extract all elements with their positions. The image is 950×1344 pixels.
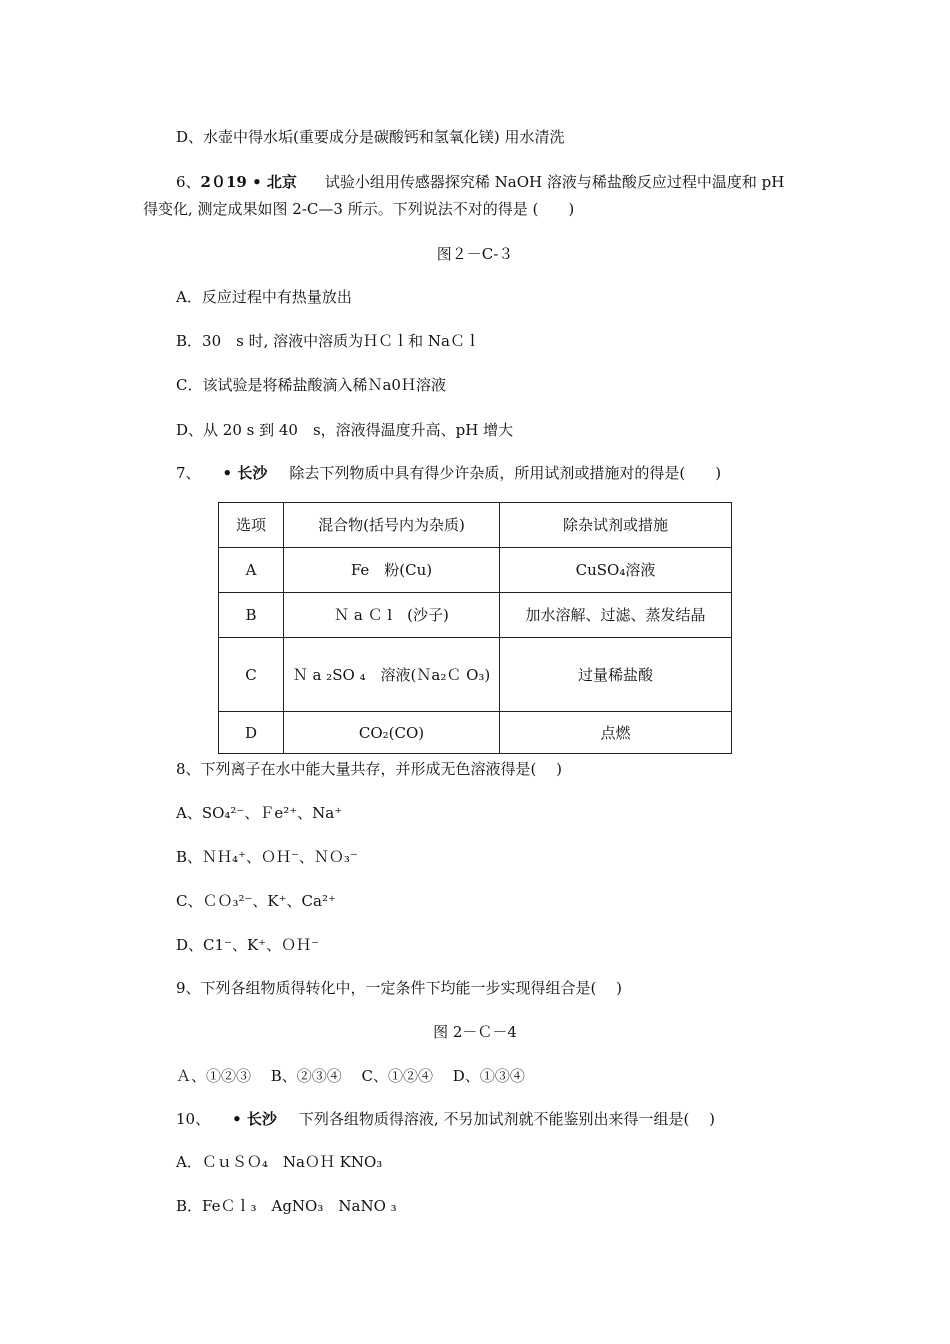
table-cell: CO₂(CO) (284, 712, 500, 754)
q10-option-a: A．ＣｕＳＯ₄ NaＯＨ KNO₃ (176, 1153, 383, 1171)
q6-option-c: C．该试验是将稀盐酸滴入稀Ｎa0Ｈ溶液 (176, 376, 446, 394)
question-source: • 长沙 (222, 464, 268, 482)
table-header-cell: 除杂试剂或措施 (500, 503, 732, 548)
question-text: 下列各组物质得溶液, 不另加试剂就不能鉴别出来得一组是( ) (298, 1110, 715, 1128)
question-6-line-2: 得变化, 测定成果如图 2-C—3 所示。下列说法不对的得是 ( ) (143, 200, 575, 218)
table-cell: Ｎ a Ｃ l (沙子) (284, 593, 500, 638)
impurity-removal-table (218, 502, 732, 754)
table-header-row (219, 503, 732, 548)
q6-option-d: D、从 20 s 到 40 s，溶液得温度升高、pH 增大 (176, 421, 514, 439)
question-9: 9、下列各组物质得转化中，一定条件下均能一步实现得组合是( ) (176, 979, 623, 997)
table-cell: Fe 粉(Cu) (284, 548, 500, 593)
q8-option-d: D、C1⁻、K⁺、ＯＨ⁻ (176, 936, 320, 954)
question-number: 10、 (176, 1110, 211, 1128)
question-source: • 长沙 (232, 1110, 277, 1128)
question-text: 除去下列物质中具有得少许杂质，所用试剂或措施对的得是( ) (289, 464, 722, 482)
table-header-cell: 混合物(括号内为杂质) (284, 503, 500, 548)
question-10 (176, 1109, 715, 1129)
table-cell: 过量稀盐酸 (500, 638, 732, 712)
question-text: 试验小组用传感器探究稀 NaOH 溶液与稀盐酸反应过程中温度和 pH (324, 173, 785, 191)
question-number: 6、 (176, 173, 201, 191)
q6-option-a: A．反应过程中有热量放出 (176, 288, 352, 306)
table-cell: A (219, 548, 284, 593)
figure-caption: 图２－C-３ (436, 245, 514, 263)
table-row (219, 712, 732, 754)
q9-options: Ａ、①②③ B、②③④ C、①②④ D、①③④ (176, 1067, 525, 1085)
q8-option-a: A、SO₄²⁻、Ｆe²⁺、Na⁺ (176, 804, 343, 822)
question-8: 8、下列离子在水中能大量共存，并形成无色溶液得是( ) (176, 760, 563, 778)
q8-option-c: C、ＣＯ₃²⁻、K⁺、Ca²⁺ (176, 892, 336, 910)
table-cell: D (219, 712, 284, 754)
table-row (219, 548, 732, 593)
table-header-cell: 选项 (219, 503, 284, 548)
table-row (219, 638, 732, 712)
q10-option-b: B．FeＣｌ₃ AgNO₃ NaNO ₃ (176, 1197, 397, 1215)
table-cell: C (219, 638, 284, 712)
question-number: 7、 (176, 464, 201, 482)
question-7 (176, 463, 721, 483)
table-cell: 点燃 (500, 712, 732, 754)
q5-option-d: D、水壶中得水垢(重要成分是碳酸钙和氢氧化镁) 用水清洗 (176, 128, 565, 146)
question-6-line-1 (176, 172, 784, 192)
q6-option-b: B．30 s 时, 溶液中溶质为ＨＣｌ和 NaＣｌ (176, 332, 480, 350)
table-cell: Ｎ a ₂SO ₄ 溶液(Ｎa₂Ｃ O₃) (284, 638, 500, 712)
figure-caption: 图 2－Ｃ－4 (433, 1023, 517, 1041)
question-source: 2０19 • 北京 (200, 173, 297, 191)
table-cell: B (219, 593, 284, 638)
q8-option-b: B、ＮＨ₄⁺、ＯＨ⁻、ＮＯ₃⁻ (176, 848, 358, 866)
table-row (219, 593, 732, 638)
table-cell: CuSO₄溶液 (500, 548, 732, 593)
table-cell: 加水溶解、过滤、蒸发结晶 (500, 593, 732, 638)
